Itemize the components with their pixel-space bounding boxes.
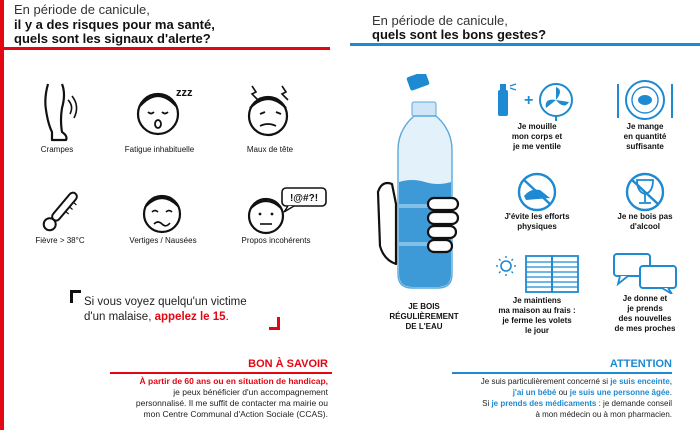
symptom-cramp <box>22 80 92 155</box>
right-header <box>350 0 700 48</box>
attention-line1-text: Je suis particulièrement concerné si <box>480 377 611 386</box>
plate-icon <box>600 78 690 122</box>
callout-line2-prefix: d'un malaise, <box>84 311 155 323</box>
attention-rule <box>452 372 672 374</box>
symptom-cramp-label: Crampes <box>40 145 74 154</box>
attention-line3 <box>481 398 672 409</box>
bon-a-savoir-rule <box>110 372 332 374</box>
bon-a-savoir-line4: mon Centre Communal d'Action Sociale (CCAS). <box>143 409 328 419</box>
gesture-keep-cool-line1: Je maintiens <box>512 296 562 305</box>
callout-line2 <box>84 311 229 323</box>
left-header-subtitle: En période de canicule, <box>14 2 150 17</box>
svg-text:+: + <box>524 92 534 109</box>
leg-cramp-icon <box>22 80 92 145</box>
bon-a-savoir-highlight: À partir de 60 ans ou en situation de handicap, <box>139 376 328 386</box>
attention-elderly: je suis une personne âgée <box>569 388 670 397</box>
symptom-incoherent-label: Propos incohérents <box>241 236 311 245</box>
attention-baby: j'ai un bébé <box>512 388 557 397</box>
chat-bubbles-icon <box>600 252 690 294</box>
symptom-fever-label: Fièvre > 38°C <box>35 236 85 245</box>
water-label-line2: RÉGULIÈREMENT <box>389 312 459 321</box>
callout-bracket-right <box>269 317 280 330</box>
attention-box <box>452 358 672 430</box>
gesture-keep-cool-line2: ma maison au frais : <box>498 306 576 315</box>
no-sport-icon <box>492 172 582 212</box>
symptom-fatigue <box>112 80 207 155</box>
gesture-keep-cool-line3: je ferme les volets <box>502 316 572 325</box>
gesture-wet-ventilate <box>492 80 582 152</box>
gesture-no-alcohol <box>600 172 690 232</box>
gesture-contact-line4: de mes proches <box>614 324 676 333</box>
symptom-headache-label: Maux de tête <box>246 145 294 154</box>
water-section <box>368 74 480 334</box>
gesture-contact-line1: Je donne et <box>622 294 668 303</box>
headache-face-icon <box>230 80 310 145</box>
incoherent-bubble-text: !@#?! <box>289 193 319 204</box>
gesture-keep-cool <box>492 254 582 336</box>
attention-medication: je prends des médicaments <box>491 399 597 408</box>
sun-shutters-icon <box>492 254 582 294</box>
gesture-eat-line2: en quantité <box>623 132 667 141</box>
attention-line1 <box>481 376 672 387</box>
gesture-eat-line1: Je mange <box>626 122 664 131</box>
gesture-no-effort <box>492 172 582 232</box>
thermometer-icon <box>25 188 95 236</box>
bon-a-savoir-line3: personnalisé. Il me suffit de contacter ma mairie ou <box>135 398 328 408</box>
gesture-keep-cool-line4: le jour <box>524 326 549 335</box>
gesture-wet-line2: mon corps et <box>511 132 563 141</box>
attention-line2-end: . <box>669 388 672 397</box>
incoherent-speech-icon <box>222 186 330 236</box>
attention-pregnant: je suis enceinte, <box>610 377 672 386</box>
attention-text <box>481 376 672 420</box>
gesture-contact-line2: je prends <box>627 304 663 313</box>
callout-bracket-left <box>70 290 81 303</box>
sleep-z-text: zzz <box>176 87 193 99</box>
symptom-fever <box>25 188 95 246</box>
left-header-title-line1: il y a des risques pour ma santé, <box>14 17 215 32</box>
callout-emergency-number: appelez le 15 <box>154 311 226 323</box>
bon-a-savoir-title: BON À SAVOIR <box>248 358 328 370</box>
left-header-underline <box>0 47 330 50</box>
right-header-title: quels sont les bons gestes? <box>372 27 547 42</box>
symptom-incoherent <box>222 186 330 246</box>
attention-or: ou <box>556 388 570 397</box>
gesture-wet-line1: Je mouille <box>517 122 557 131</box>
callout-line2-suffix: . <box>225 311 229 323</box>
emergency-callout <box>70 290 280 330</box>
no-alcohol-icon <box>600 172 690 212</box>
bon-a-savoir-line2: je peux bénéficier d'un accompagnement <box>173 387 328 397</box>
symptom-dizzy <box>118 186 208 246</box>
attention-line3-end: : je demande conseil <box>596 399 672 408</box>
spray-fan-icon <box>492 80 582 122</box>
symptom-headache <box>230 80 310 155</box>
gesture-keep-contact <box>600 252 690 334</box>
bon-a-savoir-box <box>110 358 332 430</box>
symptom-dizzy-label: Vertiges / Nausées <box>129 236 197 245</box>
gesture-eat-line3: suffisante <box>626 142 664 151</box>
gesture-no-effort-line2: physiques <box>517 222 557 231</box>
gesture-eat <box>600 78 690 152</box>
attention-title: ATTENTION <box>609 358 672 370</box>
sleepy-face-icon <box>112 80 207 145</box>
gesture-wet-line3: je me ventile <box>512 142 562 151</box>
right-header-underline <box>350 43 700 46</box>
gesture-no-effort-line1: J'évite les efforts <box>504 212 570 221</box>
bon-a-savoir-text <box>136 376 328 420</box>
right-header-subtitle: En période de canicule, <box>372 13 508 28</box>
attention-line3-pre: Si <box>482 399 492 408</box>
left-header <box>0 0 330 48</box>
gesture-no-alcohol-line1: Je ne bois pas <box>617 212 673 221</box>
water-label-line1: JE BOIS <box>408 302 440 311</box>
symptom-fatigue-label: Fatigue inhabituelle <box>124 145 195 154</box>
water-bottle-icon <box>368 74 480 294</box>
dizzy-face-icon <box>118 186 208 236</box>
attention-line4: à mon médecin ou à mon pharmacien. <box>535 410 672 419</box>
gesture-contact-line3: des nouvelles <box>618 314 672 323</box>
left-accent-bar <box>0 0 4 430</box>
callout-line1: Si vous voyez quelqu'un victime <box>84 296 247 308</box>
attention-line2 <box>481 387 672 398</box>
water-label-line3: DE L'EAU <box>405 322 443 331</box>
left-header-title-line2: quels sont les signaux d'alerte? <box>14 31 211 46</box>
gesture-no-alcohol-line2: d'alcool <box>630 222 660 231</box>
